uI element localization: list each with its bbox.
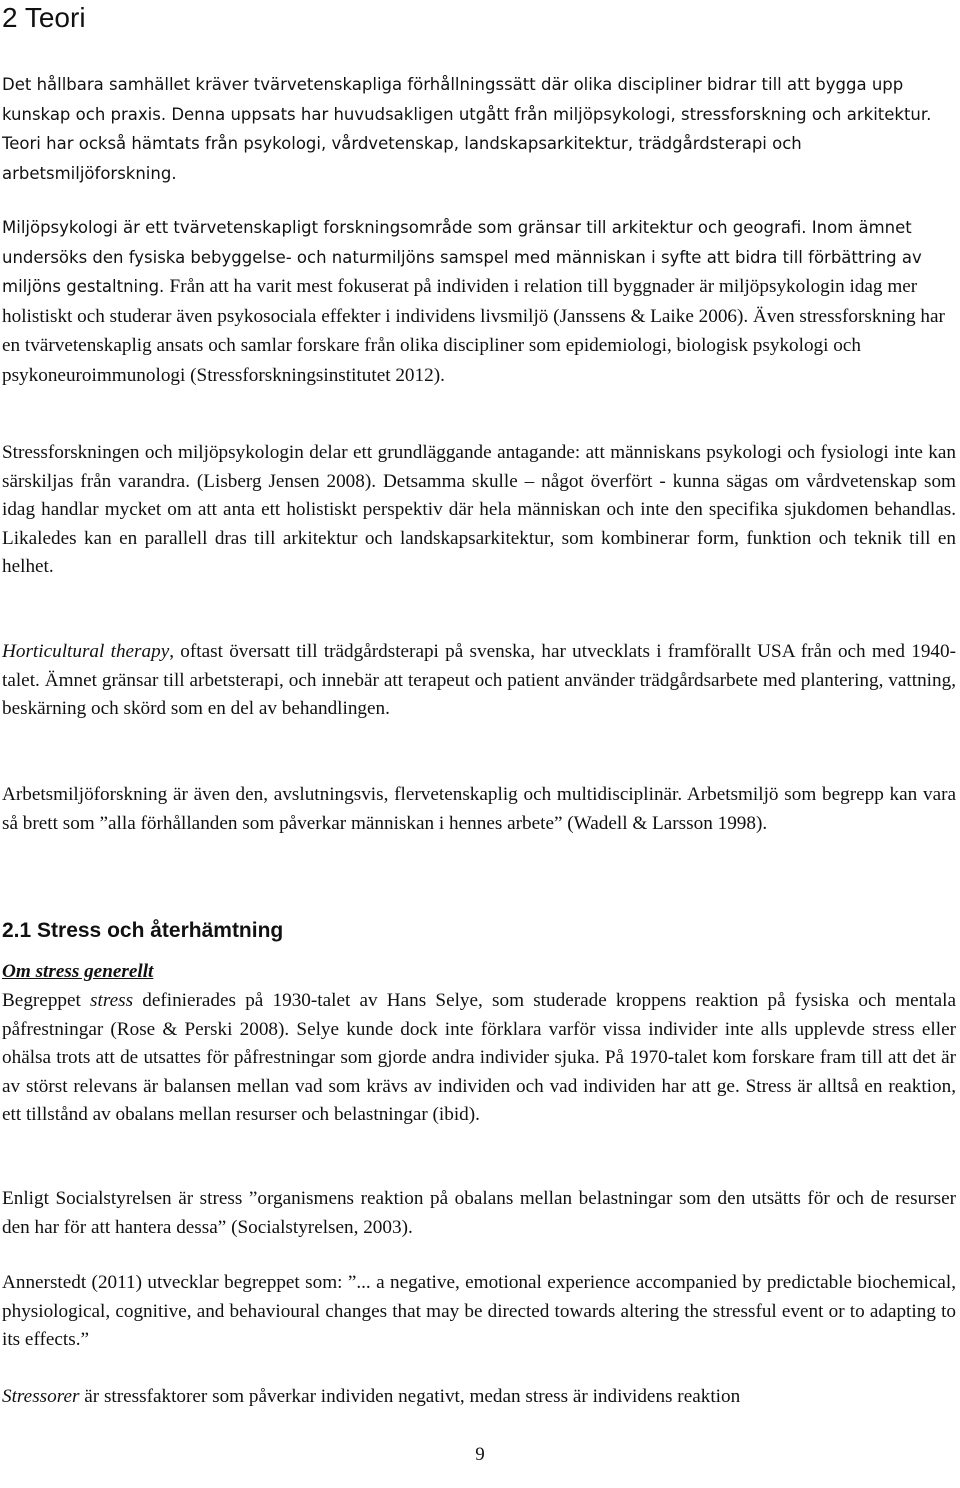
paragraph-text: , oftast översatt till trädgårdsterapi på svenska, har utvecklats i framförallt USA från och med 1940-talet. Ämnet gränsar till arbetsterapi, och innebär att terapeut och patient använder trädgårdsarbete med plantering, vattning, beskärning och skörd som en del av behandlingen.	[2, 641, 957, 720]
paragraph-text: är stressfaktorer som påverkar individen negativt, medan stress är individens reaktion	[79, 1386, 741, 1407]
section-heading: 2.1 Stress och återhämtning	[2, 919, 284, 942]
annerstedt-paragraph: Annerstedt (2011) utvecklar begreppet som: ”... a negative, emotional experience accompanied by predictable biochemical, physiological, cognitive, and behavioural changes that may be directed towards altering the stressful event or to adapting to its effects.”	[2, 1272, 956, 1351]
socialstyrelsen-paragraph: Enligt Socialstyrelsen är stress ”organismens reaktion på obalans mellan belastningar som den utsätts för och de resurser den har för att hantera dessa” (Socialstyrelsen, 2003).	[2, 1188, 956, 1238]
paragraph-text: definierades på 1930-talet av Hans Selye, som studerade kroppens reaktion på fysiska och mentala påfrestningar (Rose & Perski 2008). Selye kunde dock inte förklara varför vissa individer inte alls upplevde stress eller ohälsa trots att de utsattes för påfrestningar som gjorde andra individer sjuka. På 1970-talet kom forskare fram till att det är av störst relevans är balansen mellan vad som krävs av individen och vad individen har att ge. Stress är alltså en reaktion, ett tillstånd av obalans mellan resurser och belastningar (ibid).	[2, 990, 956, 1126]
paragraph-sentence: Inom ämnet undersöks den fysiska bebyggelse- och naturmiljöns samspel med människan i syfte att bidra till förbättring av miljöns gestaltning.	[2, 218, 922, 296]
page-number: 9	[475, 1444, 485, 1465]
emphasis-text: Stressorer	[2, 1386, 80, 1407]
paragraph-sentence: Från att ha varit mest fokuserat på individen i relation till byggnader är miljöpsykologin idag mer holistiskt och studerar även psykosociala effekter i individens livsmiljö (Janssens & Laike 2006). Även stressforskning har en tvärvetenskaplig ansats och samlar forskare från olika discipliner som epidemiologi, biologisk psykologi och psykoneuroimmunologi (Stressforskningsinstitutet 2012).	[2, 276, 945, 386]
emphasis-text: Horticultural therapy	[2, 641, 170, 662]
stressors-paragraph	[2, 1383, 956, 1412]
stress-research-paragraph: Stressforskningen och miljöpsykologin delar ett grundläggande antagande: att människans psykologi och fysiologi inte kan särskiljas från varandra. (Lisberg Jensen 2008). Detsamma skulle – något överfört - kunna sägas om vårdvetenskap som idag handlar mycket om att anta ett holistiskt perspektiv där hela människan och inte den specifika sjukdomen behandlas. Likaledes kan en parallell dras till arkitektur och landskapsarkitektur, som kombinerar form, funktion och teknik till en helhet.	[2, 442, 956, 578]
subheading: Om stress generellt	[2, 961, 154, 982]
horticultural-therapy-paragraph	[2, 638, 956, 724]
emphasis-text: stress	[90, 990, 134, 1011]
work-environment-paragraph: Arbetsmiljöforskning är även den, avslutningsvis, flervetenskaplig och multidisciplinär. Arbetsmiljö som begrepp kan vara så brett som ”alla förhållanden som påverkar människan i hennes arbete” (Wadell & Larsson 1998).	[2, 784, 956, 834]
chapter-heading: 2 Teori	[2, 2, 86, 33]
stress-definition-paragraph	[2, 987, 956, 1130]
paragraph-sentence: Miljöpsykologi är ett tvärvetenskapligt forskningsområde som gränsar till arkitektur och geografi.	[2, 218, 807, 237]
environmental-psychology-paragraph	[2, 213, 952, 390]
intro-paragraph: Det hållbara samhället kräver tvärvetenskapliga förhållningssätt där olika discipliner bidrar till att bygga upp kunskap och praxis. Denna uppsats har huvudsakligen utgått från miljöpsykologi, stressforskning och arkitektur. Teori har också hämtats från psykologi, vårdvetenskap, landskapsarkitektur, trädgårdsterapi och arbetsmiljöforskning.	[2, 75, 932, 183]
paragraph-text: Begreppet	[2, 990, 91, 1011]
